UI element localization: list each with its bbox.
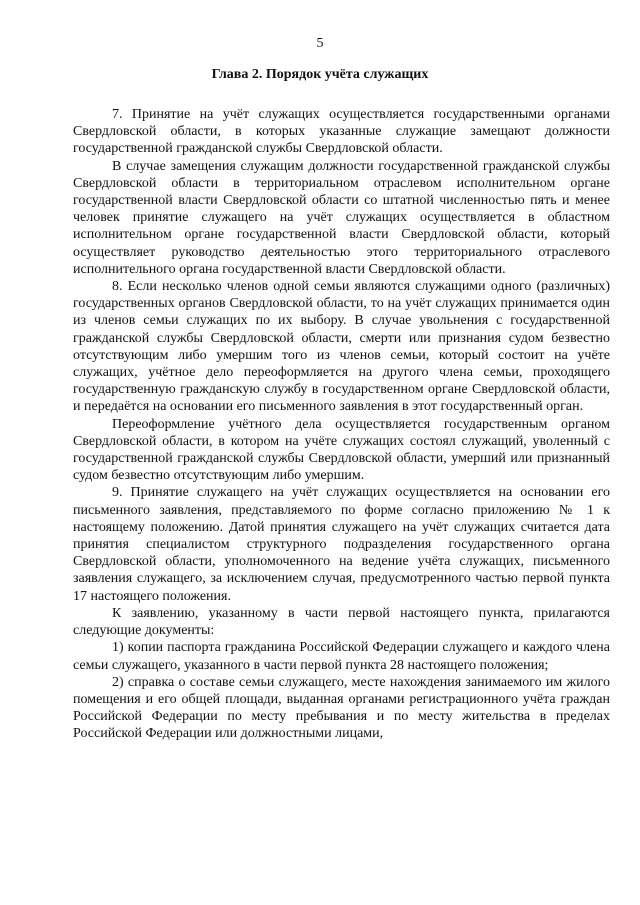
body-text [73, 106, 610, 743]
paragraph-9-part-2: К заявлению, указанному в части первой настоящего пункта, прилагаются следующие документы: [73, 605, 610, 639]
paragraph-8: 8. Если несколько членов одной семьи являются служащими одного (различных) государственных органов Свердловской области, то на учёт служащих принимается один из членов семьи служащих по их выбору. В случае увольнения с государственной гражданской службы Свердловской области, смерти или признания судом безвестно отсутствующим либо умершим того из членов семьи, который состоит на учёте служащих, учётное дело переоформляется на другого члена семьи, проходящего государственную гражданскую службу в государственном органе Свердловской области, и передаётся на основании его письменного заявления в этот государственный орган. [73, 279, 610, 415]
paragraph-8-part-2: Переоформление учётного дела осуществляется государственным органом Свердловской области, в котором на учёте служащих состоял служащий, уволенный с государственной гражданской службы Свердловской области, умерший или признанный судом безвестно отсутствующим либо умершим. [73, 416, 610, 484]
chapter-title: Глава 2. Порядок учёта служащих [211, 67, 429, 82]
page-number: 5 [316, 36, 324, 51]
list-item-2: 2) справка о составе семьи служащего, месте нахождения занимаемого им жилого помещения и его общей площади, выданная органами регистрационного учёта граждан Российской Федерации по месту пребывания и по месту жительства в пределах Российской Федерации или должностными лицами, [73, 674, 610, 742]
list-item-1: 1) копии паспорта гражданина Российской Федерации служащего и каждого члена семьи служащего, указанного в части первой пункта 28 настоящего положения; [73, 640, 610, 673]
paragraph-9: 9. Принятие служащего на учёт служащих осуществляется на основании его письменного заявления, представляемого по форме согласно приложению № 1 к настоящему положению. Датой принятия служащего на учёт служащих считается дата принятия специалистом структурного подразделения государственного органа Свердловской области, уполномоченного на ведение учёта служащих, письменного заявления служащего, за исключением случая, предусмотренного частью первой пункта 17 настоящего положения. [73, 485, 610, 604]
paragraph-7-part-2: В случае замещения служащим должности государственной гражданской службы Свердловской области в территориальном отраслевом исполнительном органе государственной власти Свердловской области со штатной численностью пять и менее человек принятие служащего на учёт служащих осуществляется в областном исполнительном органе государственной власти Свердловской области, который осуществляет руководство деятельностью этого территориального отраслевого исполнительного органа государственной власти Свердловской области. [73, 158, 610, 277]
paragraph-7: 7. Принятие на учёт служащих осуществляется государственными органами Свердловской области, в которых указанные служащие замещают должности государственной гражданской службы Свердловской области. [73, 107, 610, 157]
